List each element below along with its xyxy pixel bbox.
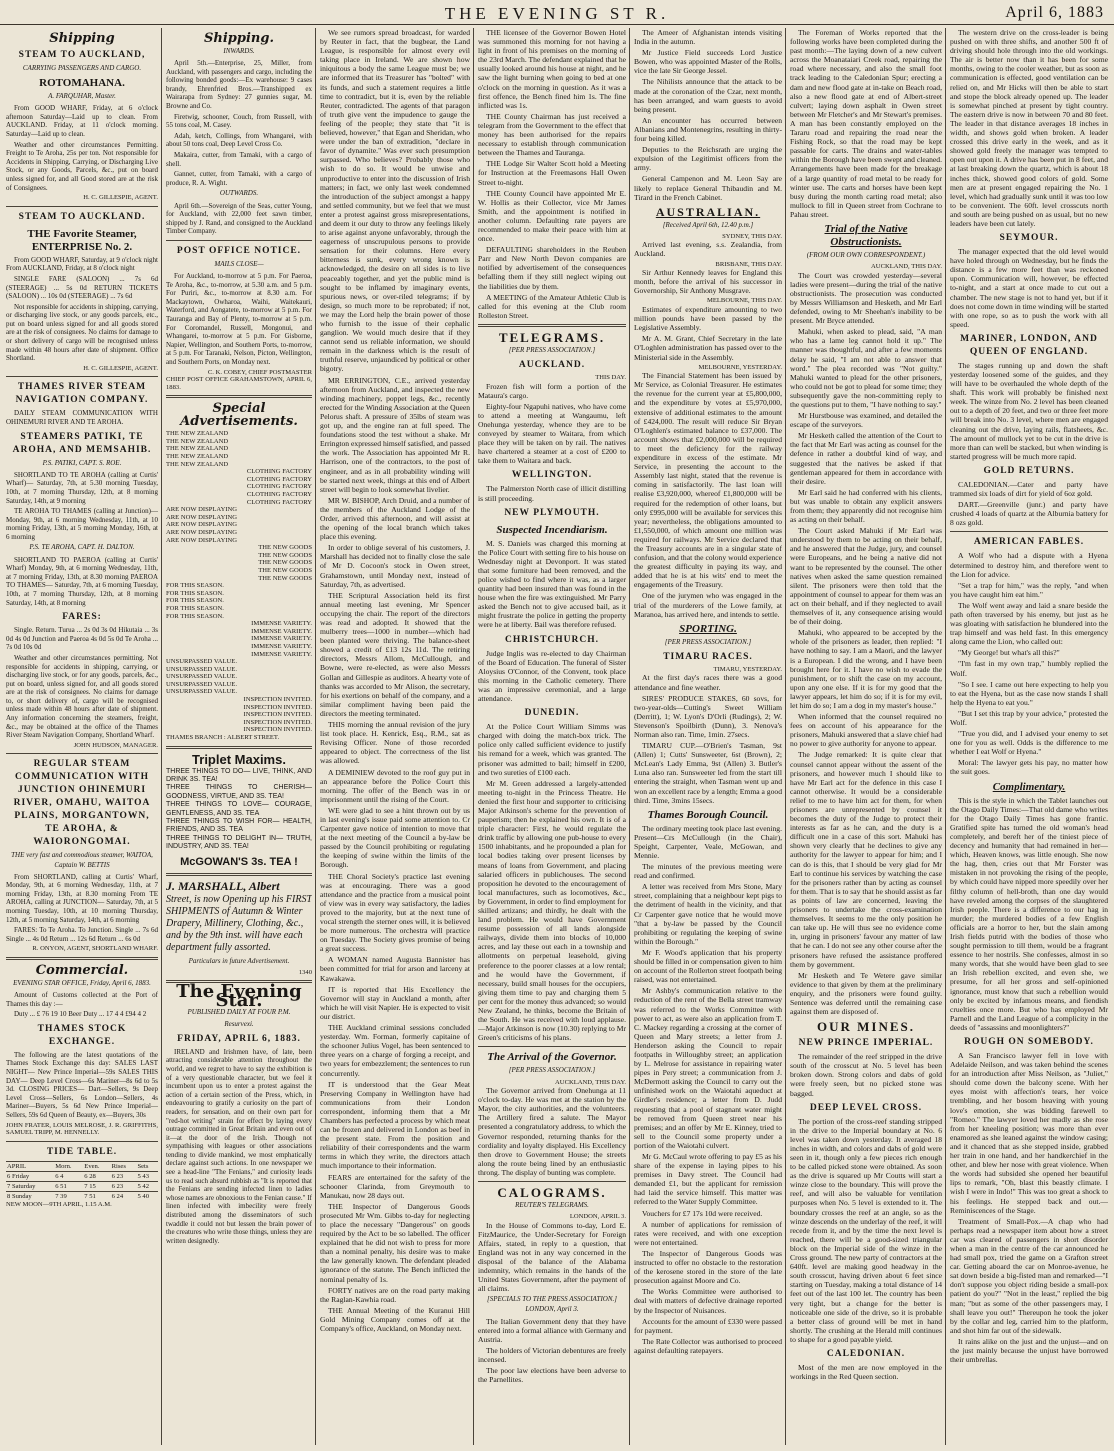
maxim: THREE THINGS TO CHERISH— GOODNESS, VIRTUE, AND 3S. TEA!	[166, 784, 312, 800]
fable-text: "Set a trap for him," was the reply, "and when you have caught him eat him."	[950, 580, 1108, 599]
brokers-list: JOHN FRATER, LOUIS MELROSE, J. R. GRIFFITHS, SAMUEL TRIPP, M. HENNELLY.	[6, 1121, 158, 1137]
mine-heading: SEYMOUR.	[999, 233, 1059, 244]
trial-text: The Judge remarked: It is quite clear that counsel cannot appear without the assent of the prisoners, and however much I should like to have Mr Earl act for the defence in this case I cannot otherwise. It would be a considerable relief to me to have him act for them, for when prisoners are unrepresented by counsel it becomes the duty of the Judge to protect their interests as far as he can, and the duty is a difficult one in a case of this sort. Mahuki has shown very clearly that he declines to give any authority for the lawyer to appear for him; and I can do is this, that I should be very glad for Mr Earl to continue his services by watching the case for the prisoners rather than by acting as counsel for them. That is to say that he should assist as far as points of law are concerned, leaving the prisoners to undertake the cross-examination themselves. It seems to me the only position he can take up. He will thus see no evidence come in, urging in prisoners' favour any matter of law that he can. I do not see any other course after the prisoners have refused the assistance proffered them by government.	[790, 750, 942, 969]
mail-schedule: For Auckland, to-morrow at 5 p.m. For Paeroa, Te Aroha, &c., to-morrow, at 5.30 a.m. and 5 p.m. For Puriri, &c., to-morrow at 8.30 a.m. For Mackaytown, Owharoa, Waihi, Waitekauri, Waterford, and Aongatete, to-morrow at 5 p.m. For Tauranga and Bay of Plenty, to-morrow at 5 p.m. For Coromandel, Russell, Mongonui, and Whangarei, to-morrow at 5 p.m. For Gisborne, Napier, Wellington, and Southern Ports, to-morrow, at 5 p.m. For Taranaki, Nelson, Picton, Wellington, and Southern Ports, on Monday next.	[166, 271, 312, 366]
article-heading: ROUGH ON SOMEBODY.	[964, 1037, 1094, 1047]
council-text: Mr Ashby's communication relative to the reduction of the rent of the Bella street tramway was referred to the Works Committee with power to act, as were also an application from T. C. Mackey regarding a crossing at the corner of Queen and Mary streets; a letter from J. Henderson asking the Council to repair footpaths in Willoughby street; an application by L. Melrose for assistance in repairing water pipes in Pery street; a communication from J. McDermott asking the Council to carry out the unfinished work on the Waiotahi aqueduct at Girdler's residence; a letter from D. Judd requesting that a pool of stagnant water might be removed from Queen street near his premises; and an offer by Mr E. Kinney, tried to sell to the Council some property under a portion of the Waiotahi culvert.	[634, 986, 782, 1150]
manager-signature: JOHN HUDSON, MANAGER.	[73, 741, 158, 749]
mine-heading: NEW PRINCE IMPERIAL.	[798, 1038, 934, 1049]
masthead	[0, 0, 1114, 25]
table-header: Morn.	[54, 1161, 83, 1171]
schedule-text: From SHORTLAND, calling at Curtis' Wharf, Monday, 9th, at 6 morning Wednesday, 11th, at 7 morning Friday, 13th, at 8.30 morning From TE AROHA, calling at JUNCTION— Saturday, 7th, at 5 morning Tuesday, 10th, at 10 morning Thursday, 12th, at 5 morning Saturday, 14th, at 6 morning	[6, 872, 158, 924]
dateline: BRISBANE, THIS DAY.	[715, 260, 782, 268]
notice-text: Not responsible for accidents in shipping, carrying, or discharging live stock, or any goods parcels, etc., put on board unless signed for and all goods stored are at the risk of consignees. No claims for damage to or short delivery of cargo will be recognised unless made within 48 hours after date of shipment. Office Shortland.	[6, 302, 158, 363]
place-heading: CHRISTCHURCH.	[504, 634, 600, 645]
article-heading: Thames Borough Council.	[647, 808, 769, 821]
paper-nameplate: The Evening Star.	[176, 981, 302, 1012]
subheading: OUTWARDS.	[219, 189, 259, 198]
news-item: A MEETING of the Amateur Athletic Club is called for this evening at the Club room Rolleston Street.	[478, 292, 626, 320]
council-text: The Works Committee were authorised to deal with matters of defective drainage reported by the Inspector of Nuisances.	[634, 1287, 782, 1315]
article-heading: Suspected Incendiarism.	[496, 523, 608, 536]
dateline: AUCKLAND, THIS DAY.	[871, 263, 942, 271]
fable-text: "I'm fast in my own trap," humbly replied the Wolf.	[950, 659, 1108, 678]
shipping-entry: April 6th.—Sovereign of the Seas, cutter Young, for Auckland, with 22,000 feet sawn timber, shipped by J. Rand, and consigned to the Auckland Timber Company.	[166, 201, 312, 236]
tea-ad: McGOWAN'S 3s. TEA !	[180, 855, 298, 868]
ad-line: UNSURPASSED VALUE.	[166, 680, 237, 688]
telegram-text: The Governor arrived from Onehunga at 11 o'clock to-day. He was met at the station by the Mayor, the city authorities, and the volunteers. The Artillery fired a salute. The Mayor presented a congratulatory address, to which the Governor responded, returning thanks for the cordiality and loyalty displayed. His Excellency then drove to Government House; the streets along the route being lined by an enthusiastic throng. The display of bunting was complete.	[478, 1086, 626, 1177]
dateline: SYDNEY, THIS DAY.	[722, 232, 782, 240]
news-item: A WOMAN named Augusta Bannister has been committed for trial for arson and larceny at Kawakawa.	[320, 955, 470, 983]
column-1	[6, 28, 158, 1445]
fable-text: "True you did, and I advised your enemy to set one for you as well. Odds is the difference to me whether I eat Wolf or Hyena."	[950, 729, 1108, 757]
ad-line: FOR THIS SEASON.	[166, 597, 224, 605]
article-heading: Trial of the Native Obstructionists.	[824, 222, 908, 248]
news-item: THE County Council have appointed Mr E. W. Hollis as their Collector, vice Mr James Smith, and the appointment is notified in another column. Defaulting rate payers are recommended to make their peace with him at once.	[478, 188, 626, 244]
ad-line: ARE NOW DISPLAYING	[166, 506, 238, 514]
notice-text: Weather and other circumstances Permitting. Freight to Te Aroha, 25s per ton. Not responsible for Accidents in Shipping, Carrying, or Discharging Live Stock, or any Goods, Parcels, &c., put on board unless signed for, and all Good stored are at the risk of Consignees.	[6, 140, 158, 192]
council-text: Accounts for the amount of £330 were passed for payment.	[634, 1316, 782, 1335]
ad-footnote: Particulars in future Advertisement.	[188, 956, 290, 965]
correspondent-credit: (FROM OUR OWN CORRESPONDENT.)	[806, 250, 926, 259]
ad-heading: STEAM TO AUCKLAND.	[18, 211, 146, 222]
ad-line: THE NEW ZEALAND	[166, 430, 229, 438]
news-item: THE licensee of the Governor Bowen Hotel was summoned this morning for not having a light in front of his premises on the morning of the 23rd March. The defendant explained that he usually looked around his house at night, and he saw the light burning when going to bed at one o'clock on the morning in question. As it was a first offence, the Bench fined him 1s. The fine inflicted was 1s.	[478, 28, 626, 110]
ad-line: UNSURPASSED VALUE.	[166, 658, 237, 666]
moon-phase: NEW MOON—9TH APRIL, 1.15 A.M.	[6, 1201, 112, 1209]
table-cell: 6 23	[111, 1181, 137, 1191]
column-3	[320, 28, 470, 1445]
newspaper-title: THE EVENING ST R.	[444, 4, 670, 23]
dateline: THIS DAY.	[595, 374, 626, 381]
ad-line: CLOTHING FACTORY	[246, 468, 312, 476]
cable-text: The holders of Victorian debentures are freely incensed.	[478, 1345, 626, 1365]
schedule-text: SHORTLAND TO PAEROA (calling at Curtis' Wharf) Monday, 9th, at 6 morning Wednesday, 11th, at 7 morning Friday, 13th, at 8.30 morning PAEROA TO THAMES— Saturday, 7th, at 6 morning Tuesday, 10th, at 7 morning Thursday, 12th, at 8 morning Saturday, 14th, at 8 morning	[6, 555, 158, 607]
trial-text: The Court was crowded yesterday—several ladies were present—during the trial of the native obstructionists. The prosecution was conducted by Messrs Williamson and Hesketh, and Mr Earl defended, owing to Mr Sheehan's inability to be present. Mr Bryce attended.	[790, 270, 942, 326]
telegram-text: Judge Inglis was re-elected to day Chairman of the Board of Education. The funeral of Sister Aloysius O'Connor, of the Convent, took place this morning in the Catholic cemetery. There was an impressive ceremonial, and a large attendance.	[478, 648, 626, 704]
maxim: THREE THINGS TO LOVE— COURAGE, GENTLENESS, AND 3S. TEA	[166, 801, 312, 817]
news-item: FORTY natives are on the road party making the Raglan-Kawhia road.	[320, 1285, 470, 1304]
telegram-text: M. S. Daniels was charged this morning at the Police Court with setting fire to his house on Wednesday night at Devonport. It was stated that some furniture had been removed, and the police wished to find where it was, as a larger quantity had been insured than was found in the house when the fire was extinguished. Mr Parry asked the Bench not to give accused bail, as it might frustrate the police in getting the property were he at liberty. Bail was therefore refused.	[478, 538, 626, 630]
ad-line: UNSURPASSED VALUE.	[166, 673, 237, 681]
event-heading: TIMARU RACES.	[663, 651, 753, 662]
telegram-text: Frozen fish will form a portion of the Mataura's cargo.	[478, 381, 626, 400]
mine-report: The manager expected that the old level would have holed through on Wednesday, but he finds the distance is a few more feet than was reckoned upon. Communication will, however, be effected to-night, and a start at once made to cut out a chamber. The new stage is not to hand yet, but if it does not come down in time winding will be started with one rope, so as to push the work with all speed.	[950, 247, 1108, 329]
ad-line: THE NEW GOODS	[258, 574, 312, 582]
ad-line: THE NEW GOODS	[258, 544, 312, 552]
news-item: MR W. BISHOP, Arch Druid, and a number of the members of the Auckland Lodge of the Order, arrived this afternoon, and will assist at the opening of the local branch which takes place this evening.	[320, 495, 470, 542]
ad-line: FOR THIS SEASON.	[166, 582, 224, 590]
ad-line: THE NEW GOODS	[258, 559, 312, 567]
fare-text: Single. Return. Turua ... 2s 0d 3s 0d Hikutaia ... 3s 0d 4s 0d Junction and Paeroa 4s 0d 5s 0d Te Aroha ... 7s 0d 10s 0d	[6, 626, 158, 652]
notice-text: Weather and other circumstances permitting. Not responsible for accidents in shipping, carrying, or discharging live stock, or for any goods, parcels, &c., put on board, unless signed for, and all goods stored are at the risk of consignees. No claims for damage to, or short delivery of, cargo will be recognised unless made within 48 hours after date of shipment. Any information concerning the steamers, freight, &c., may be obtained at the office of the Thames River Steam Navigation Company, Shortland Wharf.	[6, 653, 158, 740]
table-cell: 7 51	[83, 1192, 110, 1202]
table-cell: 6 4	[54, 1171, 83, 1181]
place-heading: DUNEDIN.	[524, 708, 580, 719]
news-item: MR ERRINGTON, C.E., arrived yesterday afternoon from Auckland, and inspected the new winding machinery, poppet legs, &c., recently erected for the Winding Association at the Queen Pelorus shaft. A pressure of 35lbs of steam was got up, and the engine ran at full speed. The foundations stood the test without a shake. Mr Errington expressed himself satisfied, and passed the work. The Association has appointed Mr R. Harrison, one of the contractors, to the post of engineer, and as in all probability winding will be started next week, things at this end of Albert street will begin to look somewhat livelier.	[320, 375, 470, 494]
maxim: THREE THINGS TO WISH FOR— HEALTH, FRIENDS, AND 3S. TEA	[166, 818, 312, 834]
issue-date: April 6, 1883	[1005, 4, 1104, 21]
fable-text: A Wolf who had a dispute with a Hyena determined to destroy him, and therefore went to the Lion for advice.	[950, 551, 1108, 579]
ad-line: FOR THIS SEASON.	[166, 604, 224, 612]
wire-credit: [PER PRESS ASSOCIATION.]	[508, 345, 596, 354]
table-cell: 6 24	[111, 1192, 137, 1202]
fable-text: "But I set this trap by your advice," protested the Wolf.	[950, 708, 1108, 727]
column-4	[478, 28, 626, 1445]
table-row	[6, 1181, 158, 1191]
article-text: We see rumors spread broadcast, for warded by Reuter in fact, that the bugbear, the Land League, is responsible for almost every evil taking place in Ireland. We are shown how iniquitous a body the same League must be; we are informed that its Treasurer has "bolted" with its funds, and such a statement requires a little time to contradict, but it is, even by the reliable Reuter, contradicted. The agents of that paragon of truth give vent the impudence to gauge the feeling of the people; they state that "it is believed, however," that Egan and Sheridan, who were under the ban of extradition, "declare in favor of dynamite." Was ever such presumption surpassed. Who believes? Probably those who wish to do so. It would be unwise and unproductive to enter into the discussion of Irish matters; in fact, we only last week condemned the introduction of the subject amongst a happy and settled community, but we feel that we must enter a protest against gross misrepresentations, and deem it our duty to throw any feelings likely to arise against anyone unfavorably, through the eagerness of unscrupulous persons to provide sensation for their columns. Here every bitterness is sunk, every wrong known is acknowledged, the desire on all sides is to live peaceably together, and yet the public mind is sought to be inflamed by imaginary events, spurious news, or over-riled telegrams; if by design, so much more to be reprobated; if not, we may the Lord help the brain power of those who furnish to the issue of their cephalic ganglion. We would much desire that if they cannot send us reliable information, we should remain in the darkness which is the result of truthful reserve, unjaundiced by political or other bigotry.	[320, 28, 470, 374]
ad-line: CLOTHING FACTORY	[246, 475, 312, 483]
ad-line: CLOTHING FACTORY	[246, 498, 312, 506]
wire-credit: [SPECIALS TO THE PRESS ASSOCIATION.] LONDON, April 3.	[487, 1295, 617, 1313]
stock-text: The following are the latest quotations of the Thames Stock Exchange this day: SALES LAST NIGHT— New Prince Imperial—59s SALES THIS DAY— Deep Level Cross—6s Mariner—8s 6d to 5s 3d. CLOSING PRICES— Dart—Sellers, 9s Deep Level Cross—Sellers, 6s London—Sellers, 4s Mariner—Buyers, 5s 6d New Prince Imperial—Sellers, 59s 6d Queen of Beauty, ex—Buyers, 30s	[6, 1050, 158, 1119]
mine-heading: MARINER, LONDON, AND QUEEN OF ENGLAND.	[960, 333, 1098, 357]
ad-line: INSPECTION INVITED.	[243, 696, 312, 704]
table-cell: 8 Sunday	[6, 1192, 54, 1202]
sport-text: TIMARU CUP.—O'Brien's Tasman, 9st (Allen) 1; Cutts' Sunsweeter, 6st (Brown), 2; McLean's Lady Emma, 9st (Allen) 3. Butler's Luna also ran. Sunsweeter led from the start till entering the straight, when Tasman went up and won an excellent race by a length; Emma a good third. Time, 3mins 15secs.	[634, 741, 782, 805]
post-office-dateline: CHIEF POST OFFICE GRAHAMSTOWN, APRIL 6, 1883.	[166, 376, 312, 391]
article-heading: AMERICAN FABLES.	[973, 537, 1085, 548]
column-rule	[945, 28, 946, 1445]
news-item: FEARS are entertained for the safety of the schooner Clarinda, from Greymouth to Manukau, now 28 days out.	[320, 1172, 470, 1200]
article-text: Treatment of Small-Pox.—A chap who had perhaps read a newspaper item about how a street car was cleared of passengers in short disorder when a man in the centre of the car announced he had small pox, tried the game on a Grafton street car. Getting aboard the car on Monroe-avenue, he sat down beside a big-fisted man and remarked—"I don't suppose you object riding beside a small-pox patient do you?" "Not in the least," replied the big man; "but as some of the other passengers may, I shall leave you out!" Thereupon he took the joker by the collar and leg, carried him to the platform, and shot him far out of the sidewalk.	[950, 1216, 1108, 1335]
schedule-text: SHORTLAND TO TE AROHA (calling at Curtis' Wharf)— Saturday, 7th, at 5.30 morning Tuesday, 10th, at 7 morning Thursday, 12th, at 8 morning Saturday, 14th, at 9 morning	[6, 470, 158, 505]
news-item: THE Choral Society's practice last evening was at encouraging. There was a good attendance and the practice from a musical point of view was in every way satisfactory, the ladies proved to the majority, but at the next tune of vocal strength the sterner ones will, it is believed be more numerous. The orchestra will practice on Tuesday. The Society gives promise of being a great success.	[320, 871, 470, 954]
article-text: This is the style in which the Tablet launches out the Otago Daily Times:—That old dame who writes for the Otago Daily Times has gone frantic. Gratified spite has turned the old woman's head completely, and bereft her of the tiniest piece of decency and humanity that had remained in her—which, Heaven knows, was little enough. She now the hag, then, cries out that Mr Forster was mistaken in not provoking the rising of the people, by which could have nipped more speedily over her filthy column of hell-broth, than one day would have reveled among the corpses of the slaughtered Irish people. There is a difference to our hag in murder; the murdered bodies of a few English officials are a horror to her, but the slain among Irish fields putrid with the bodies of those who sought permission to till them, would be a fragrant essence to her nostrils. She confesses, almost in so many words, that she would have been glad to see an Irish rebellion excited, and even she, we presume, for all her gross and self-opinioned ignorance, must know that such a rebellion would only be excited by infamous means, and fiendish cruelties once more. But who has employed Mr Parnell and the Land League of a complicity in the deeds of "assassins and moonlighters?"	[950, 795, 1108, 1032]
ad-line: INSPECTION INVITED.	[243, 718, 312, 726]
trial-text: Mahuki, when asked to plead, said, "A man who has a lame leg cannot hold it up." The manner was thoughtful, and after a few moments delay he said, "I am not able to answer that word." The plea recorded was "Not guilty." Mahuki wanted to plead for the other prisoners, who could not be got to plead for some time; they subsequently gave the non-committing reply to the questions put to them, "I have nothing to say."	[790, 327, 942, 409]
cable-text: In the House of Commons to-day, Lord E. FitzMaurice, the Under-Secretary for Foreign Affairs, stated, in reply to a question, that England was not in any way concerned in the disposal of the balance of the Alabama indemnity, which remains in the hands of the United States Government, after the payment of all claims.	[478, 1220, 626, 1294]
mine-report: The portion of the cross-reef standing stripped in the drive to the Imperial boundary at No. 6 level was taken down yesterday. It averaged 18 inches in width, and colors and dabs of gold were seen in it, though only a few pieces rich enough to be called picked stone were obtained. As soon as the drive is squared up Mr Coutts will start a winze close to the boundary. This will prove the reef, and will also be valuable for ventilation purposes when No. 5 level is extended to it. The boundary crosses the reef at an angle, so as the winze descends on the underlay of the reef, it will recede from it, and by the time the next level is reached, there will be a good-sized triangular block on the Imperial side of the winze in the Cross ground. The new party of contractors at the 640ft. level are making good headway in the south crosscut, having driven about 6 feet since starting on Tuesday, making a total distance of 14 feet out of the last 100 let. The country has been very tight, but a change for the better is noticeable one side of the drive, so it is probable a better class of ground will be met in hand shortly. The crushing at the Herald mill continues to shape for a good payable yield.	[790, 1116, 942, 1344]
cable-text: Deputies to the Reichsrath are urging the expulsion of the Legitimist officers from the army.	[634, 145, 782, 173]
schedule-text: From GOOD WHARF, Saturday, at 9 o'clock night From AUCKLAND, Friday, at 8 o'clock night	[6, 255, 158, 273]
fable-text: The Wolf went away and laid a snare beside the path often traversed by his enemy, but just as he was gloating with satisfaction he blundered into the trap himself and was held fast. In this emergency along came the Lion, who called out:	[950, 600, 1108, 647]
ad-line: ARE NOW DISPLAYING	[166, 536, 238, 544]
telegram-text: At the Police Court William Simms was charged with doing the match-box trick. The police only called sufficient evidence to justify his remand for a week, which was granted. The prisoner was admitted to bail; himself in £200, and two sureties of £100 each.	[478, 722, 626, 777]
ad-heading: THAMES RIVER STEAM NAVIGATION COMPANY.	[15, 382, 149, 406]
ad-headline	[166, 880, 312, 894]
dateline: TIMARU, YESTERDAY.	[713, 665, 782, 673]
ad-line: THE NEW ZEALAND	[166, 445, 229, 453]
telegram-text: The Palmerston North case of illicit distilling is still proceeding.	[478, 484, 626, 503]
news-item: THIS morning the annual revision of the jury list took place. H. Kenrick, Esq., R.M., sat as Revising Officer. None of those recorded appeared to object. The correctness of the list was allowed.	[320, 720, 470, 766]
news-item: THE Lodge Sir Walter Scott hold a Meeting for Instruction at the Freemasons Hall Owen Street to-night.	[478, 159, 626, 187]
ad-line: FOR THIS SEASON.	[166, 589, 224, 597]
table-cell: 6 28	[83, 1171, 110, 1181]
trial-text: Mr Hesketh and Te Wetere gave similar evidence to that given by them at the preliminary enquiry, and the prisoners were found guilty. Sentence was deferred until the remaining case against them are disposed of.	[790, 970, 942, 1017]
maxim: THREE THINGS TO DELIGHT IN— TRUTH, INDUSTRY, AND 3S. TEA!	[166, 834, 312, 851]
table-cell: 6 Friday	[6, 1171, 54, 1181]
ad-heading: STEAM TO AUCKLAND,	[18, 50, 146, 60]
news-item: IT is understood that the Gear Meat Preserving Company in Wellington have had communications from their London correspondent, informing them that a Mr Chambers has perfected a process by which meat can be frozen and delivered in London as beef in the present state. From the position and reliability of their correspondents and the warm terms in which they write, the directors attach much importance to their information.	[320, 1079, 470, 1171]
table-cell: 5 43	[136, 1171, 158, 1181]
ad-line: INSPECTION INVITED.	[243, 711, 312, 719]
mine-report: The western drive on the cross-leader is being pushed on with three shifts, and another 500 ft of driving should hole through into the old workings. The air is better now than it has been for some months, owing to the cooler weather, but as soon as communication is effected, good ventilation can be relied on, and Mr Hicks will then be able to start and stope the block already opened up. The leader is somewhat pinched at present by tight country. The eastern drive is now in between 70 and 80 feet. The leader in that distance averages 18 inches in width, and shows gold when broken. A leader crossed this drive early in the week, and as it showed gold freely the manager was tempted to open out upon it. A drive has been put in 8 feet, and at last breaking down the quartz, which is about 18 inches thick, showed good colors of gold. Some men are at present engaged repairing the No. 1 level, which had gradually sunk until it was too low to be convenient. The 60ft. level crosscuts north and south are being pushed on as usual, but no new leaders have been cut lately.	[950, 28, 1108, 228]
telegram-text: One of the jurymen who was engaged in the trial of the murderers of the Lowe family, at Maranoa, has arrived here, and intends to settle.	[634, 591, 782, 619]
section-heading: Shipping	[49, 31, 115, 46]
customs-text: Amount of Customs collected at the Port of Thames this day :—	[6, 991, 158, 1008]
ad-line: INSPECTION INVITED.	[243, 703, 312, 711]
article-heading: The Arrival of the Governor.	[487, 1051, 617, 1064]
fable-moral: Moral: The lawyer gets his pay, no matter how the suit goes.	[950, 758, 1108, 777]
telegram-text: Eighty-four Ngapuhi natives, who have come to attend a meeting at Wangaumu, left Onehunga yesterday, whence they are to be conveyed by steamer to Waitara, from which place they will be taken on by rail. The natives have chartered a steamer at a cost of £200 to take them to Waitara and back.	[478, 401, 626, 466]
motto: Resurvexi.	[224, 1019, 254, 1028]
steamer-name: ROTOMAHANA.	[39, 77, 125, 90]
article-text: It rains alike on the just and the unjust—and on the just mainly because the unjust have borrowed their umbrellas.	[950, 1336, 1108, 1365]
table-row	[6, 1171, 158, 1181]
ad-line: THE NEW ZEALAND	[166, 460, 229, 468]
table-cell: 7 Saturday	[6, 1181, 54, 1191]
telegram-text: Mr A. M. Grant, Chief Secretary in the late O'Loghlen administration has passed over to the Ministerial side in the Assembly.	[634, 334, 782, 362]
news-item: THE County Chairman has just received a telegram from the Government to the effect that money has been authorised for the repairs necessary to establish through communication between the Thames and Tauranga.	[478, 111, 626, 158]
ad-line: IMMENSE VARIETY.	[251, 620, 312, 628]
section-heading: Special Advertisements.	[180, 401, 298, 430]
ad-line: FOR THIS SEASON.	[166, 612, 224, 620]
ad-name: J. MARSHALL, Albert	[166, 878, 280, 893]
column-2	[166, 28, 312, 1445]
telegram-text: Estimates of expenditure amounting to two million pounds have been passed by the Legislative Assembly.	[634, 305, 782, 333]
cable-text: Mr Justice Field succeeds Lord Justice Bowen, who was appointed Master of the Rolls, vice the late Sir George Jessel.	[634, 48, 782, 76]
ad-line: IMMENSE VARIETY.	[251, 635, 312, 643]
cable-text: General Campenon and M. Leon Say are likely to replace General Thibaudin and M. Tirard in the French Cabinet.	[634, 174, 782, 202]
news-item: THE Scriptural Association held its first annual meeting last evening, Mr Spencer occupying the chair. The report of the directors was read and adopted. It showed that the mulberry trees—1000 in number—which had been planted were thriving. The balance-sheet showed a credit of £13 12s 11d. The retiring directors, Messrs Allom, McCullough, and Bowne, were re-elected, as were also Messrs Gollan and Gillespie as auditors. A hearty vote of thanks was accorded to Mr Alison, the secretary, for his exertions on behalf of the company, and a similar compliment having been paid the directors the meeting terminated.	[320, 590, 470, 718]
cable-text: The poor law elections have been adverse to the Parnellites.	[478, 1366, 626, 1385]
returns-text: CALEDONIAN.—Cater and party have trammed six loads of dirt for yield of 6oz gold.	[950, 479, 1108, 499]
news-item: In order to oblige several of his customers, J. Marshall has decided not to finally close the sale of Mr D. Cocoon's stock in Owen street, Grahamstown, until Monday next, instead of Saturday, 7th, as advertised.	[320, 543, 470, 589]
ad-line: IMMENSE VARIETY.	[251, 642, 312, 650]
article-heading: Complimentary.	[992, 780, 1066, 793]
ad-line: UNSURPASSED VALUE.	[166, 688, 237, 696]
trial-text: Mr Earl said he had conferred with his clients, but was unable to obtain any explicit answers from them; they apparently did not recognise him as acting on their behalf.	[790, 487, 942, 525]
column-rule	[785, 28, 786, 1445]
ad-line: ARE NOW DISPLAYING	[166, 529, 238, 536]
wire-credit: REUTER'S TELEGRAMS.	[515, 1201, 589, 1210]
telegram-text: The Financial Statement has been issued by Mr Service, as Colonial Treasurer. He estimates the revenue for the current year at £5,800,000, and the expenditure by votes at £5,970,000, extensive of additional estimates to the amount of £424,000. The result will reduce Sir Bryan O'Loghlen's estimated balance to £37,000. The account shows that £2,000,000 will be required to meet the deficiency for the railway expenditure in excess of the estimate. Mr Service, in presenting the account to the Assembly last night, stated that the revenue is coming in satisfactorily. The last loan will realise £3,920,000, whereof £1,800,000 will be required for the redemption of other loans, but only £995,000 will be available for services this year; nevertheless, the obligations amounted to £1,550,000, of which amount one million was required for railways. Mr Service declared that the Treasury accounts are in a singular state of confusion, and that the colony would experience the greatest difficulty in paying its way, and added that he is at his wits' end to meet the engagements of the Treasury.	[634, 371, 782, 590]
council-text: The Rate Collector was authorised to proceed against defaulting ratepayers.	[634, 1336, 782, 1355]
returns-heading: GOLD RETURNS.	[983, 465, 1075, 476]
place-heading: AUCKLAND.	[518, 360, 586, 370]
trial-text: The Court asked Mahuki if Mr Earl was understood by them to be acting on their behalf, and he answered that the Judge, jury, and counsel were Europeans, and he being a native did not want to be represented by the counsel. The other natives when asked the same question remained silent. The prisoners were then told that the appointment of counsel to appear for them was an act on their behalf, and if they neglected to avail themselves of it, any consequence arising would be of their doing.	[790, 526, 942, 627]
council-text: The ordinary meeting took place last evening. Present—Crs McCullough (in the Chair), Speight, Carpenter, Veale, McGowan, and Mennie.	[634, 823, 782, 860]
news-item: THE Inspector of Dangerous Goods prosecuted Mr Wm. Gibbs to-day for neglecting to place the necessary "Dangerous" on goods required by the Act to be so labelled. The officer explained that he did not wish to press for more than a nominal penalty, his desire was to make the law generally known. The defendant pleaded ignorance of the statute. The Bench inflicted the nominal penalty of 1s.	[320, 1201, 470, 1284]
fable-text: "So I see. I came out here expecting to help you to eat the Hyena, but as the case now stands I shall help the Hyena to eat you."	[950, 679, 1108, 707]
news-item: IT is reported that His Excellency the Governor will stay in Auckland a month, after which he will visit Napier. He is expected to visit our district.	[320, 984, 470, 1021]
ad-heading: STEAMERS PATIKI, TE AROHA, AND MEMSAHIB.	[12, 431, 152, 455]
cable-text: The Italian Government deny that they have entered into a formal alliance with Germany and Austria.	[478, 1316, 626, 1344]
section-heading: TELEGRAMS.	[498, 329, 606, 345]
table-cell: 7 39	[54, 1192, 83, 1202]
section-heading: CALOGRAMS.	[497, 1185, 607, 1201]
council-text: Mr F. Wood's application that his property should be filled in or compensation given to him on account of the Rollerton street footpath being raised, was not entertained.	[634, 947, 782, 985]
council-text: Vouchers for £7 17s 10d were received.	[642, 1208, 763, 1218]
publication-note: PUBLISHED DAILY AT FOUR P.M.	[187, 1007, 291, 1016]
table-header-row	[6, 1161, 158, 1171]
ad-line: THE NEW ZEALAND	[166, 437, 229, 445]
telegram-text: Sir Arthur Kennedy leaves for England this month, before the arrival of his successor in Governorship, Sir Anthony Musgrave.	[634, 268, 782, 296]
editorial-text: IRELAND and Irishmen have, of late, been attracting considerable attention throughout the world, and we regret to have to say the exhibition is of a very questionable character, but we feel it incumbent upon us to enter a protest against the action of a certain section of the Press, which, in endeavouring to gratify a curiosity on the part of readers, for sensation, and on their own part for "red-hot writing" strain for effect by laying every outrage committed in Great Britain and even out of it—at the door of the Irish. Though not sympathising with leagues or other associations tending to divide mankind, we most emphatically declare against such actions. In one newspaper we see a head-line "The Fenians," and curiosity leads us to read such absurd rubbish as "It is reported that the Fenians are sending infected linen to ladies whose names are obnoxious to the Fenian cause." If linen infected with imbecility were freely distributed among the disseminators of such twaddle it could not but lessen the brain power of the creatures who write those things, unless they are written designedly.	[166, 1047, 312, 1245]
shipping-entry: Gannet, cutter, from Tamaki, with a cargo of produce, R. A. Wight.	[166, 170, 312, 187]
ad-body: Street, is now Opening up his FIRST SHIPMENTS of Autumn & Winter Drapery, Millinery, Clothing, &c., and by the 9th inst. will have each department fully assorted.	[166, 893, 312, 953]
table-header: Even.	[83, 1161, 110, 1171]
schedule-text: From GOOD WHARF, Friday, at 6 o'clock afternoon Saturday—Laid up to clean. From AUCKLAND. Friday, at 11 o'clock morning. Saturday—Laid up to clean.	[6, 104, 158, 138]
branch-address: THAMES BRANCH : ALBERT STREET.	[166, 734, 280, 742]
council-text: A letter was received from Mrs Stone, Mary street, complaining that a neighbour kept pigs to the detriment of health in the vicinity, and that Cr Carpenter gave notice that he would move "that a by-law be passed by the Council prohibiting or regulating the keeping of swine within the Borough."	[634, 882, 782, 946]
ad-line: THE NEW GOODS	[258, 551, 312, 559]
news-item: WE were glad to see a hint thrown out by us in last evening's issue paid some attention to. Cr Carpenter gave notice of intention to move that at the next meeting of the Council a by-law be passed by the Council prohibiting or regulating the keeping of swine within the limits of the Borough.	[320, 805, 470, 870]
returns-text: DART.—Greenville (junr.) and party have crushed 4 loads of quartz at the Alburnia battery for 8 ozs gold.	[950, 500, 1108, 528]
table-row	[6, 1192, 158, 1202]
column-rule	[161, 28, 162, 1445]
section-heading: AUSTRALIAN.	[655, 204, 761, 219]
section-heading: SPORTING.	[679, 622, 737, 635]
mine-report: Most of the men are now employed in the workings in the Red Queen section.	[790, 1362, 942, 1382]
column-5	[634, 28, 782, 1445]
ad-subheading: CARRYING PASSENGERS AND CARGO.	[22, 64, 142, 72]
column-rule	[473, 28, 474, 1445]
place-heading: NEW PLYMOUTH.	[504, 507, 600, 518]
table-header: APRIL	[6, 1161, 54, 1171]
council-text: The Foreman of Works reported that the following works have been completed during the past month:—The laying down of a new culvert across the Moanataiari Creek road, repairing the road where necessary, and also the small foot track leading to the Caledonian Spur; erecting a dam and new flood gate at in-take on Beach road, also a new flood gate at end of Albert-street culvert; laying down asphalt in Owen street between Mr Fletcher's and Mr Stewart's premises. A man has been constantly employed on the Tararu road and repairing the road near the Fishing Rock, so that the road may be kept passable for carts. The drains and water-tables within the Borough have been swept and cleaned. Arrangements have been made for the breakage of a large quantity of road metal to be ready for winter use. The carts and horses have been kept busy during the month carting road metal; also mullock to fill in Queen street from Cochrane to Pahau street.	[790, 28, 942, 219]
shipping-entry: Firetwig, schooner, Couch, from Russell, with 55 tons coal, M. Casey.	[166, 112, 312, 130]
ad-line: UNSURPASSED VALUE.	[166, 665, 237, 673]
steamer-name: P.S. PATIKI, CAPT. S. ROE.	[42, 458, 122, 467]
dateline: LONDON, APRIL 3.	[569, 1213, 626, 1221]
agent-signature: R. ONYON, AGENT, SHORTLAND WHARF.	[32, 945, 158, 953]
mine-report: The remainder of the reef stripped in the drive south of the crosscut at No. 5 level has been broken down. Strong colors and dabs of gold were freely seen, but no picked stone was bagged.	[790, 1052, 942, 1098]
cable-text: An encounter has occurred between Albanians and Montenegrins, resulting in thirty-four being killed.	[634, 115, 782, 144]
council-text: Mr G. McCaul wrote offering to pay £5 as his share of the expense in laying pipes to his premises in Davy street. The Council had demanded £1, but the applicant for remission had laid the service himself. This matter was referred to the Water Supply Committee.	[634, 1152, 782, 1207]
telegram-text: Arrived last evening, s.s. Zealandia, from Auckland.	[634, 240, 782, 259]
trial-text: When informed that the counsel required no fees on account of his appearance for the prisoners, Mahuki answered that a slave chief had no power to give authority for anyone to appear.	[790, 712, 942, 749]
table-cell: 6 23	[111, 1171, 137, 1181]
tide-heading: TIDE TABLE.	[46, 1146, 118, 1157]
table-cell: 7 15	[83, 1181, 110, 1191]
news-item: DEFAULTING shareholders in the Reuben Parr and New North Devon companies are notified by advertisement of the consequences befalling them if they still neglect wiping out the liabilities due by them.	[478, 245, 626, 291]
section-heading: Commercial.	[35, 962, 129, 978]
shipping-entry: Makaira, cutter, from Tamaki, with a cargo of shell.	[166, 151, 312, 168]
triplet-heading: Triplet Maxims.	[192, 751, 286, 767]
ad-number: 1340	[298, 968, 312, 976]
dateline: AUCKLAND, THIS DAY.	[555, 1078, 626, 1086]
table-header: Rises	[111, 1161, 137, 1171]
office-dateline: EVENING STAR OFFICE, Friday, April 6, 1883.	[13, 978, 151, 987]
ad-line: INSPECTION INVITED.	[243, 726, 312, 734]
fare-text: FARES: To Te Aroha. To Junction. Single ... 7s 6d Single ... 4s 0d Return ... 12s 6d Return ... 6s 0d	[6, 926, 158, 943]
news-item: THE Auckland criminal sessions concluded yesterday. Wm. Forman, formerly capitaine of the schooner Julius Vogel, has been sentenced to three years on a charge of forging a receipt, and two years for embezzlement; the sentences to run concurrently.	[320, 1023, 470, 1078]
wire-credit: [PER PRESS ASSOCIATION.]	[664, 637, 752, 646]
trial-text: Mr Hesketh called the attention of the Court to the fact that Mr Earl was acting as counsel for the defence in rather a doubtful kind of way, and suggested that the natives be asked if that gentleman appeared for them in accordance with their desire.	[790, 431, 942, 486]
column-7	[950, 28, 1108, 1445]
table-header: Sets	[136, 1161, 158, 1171]
agent-signature: H. C. GILLESPIE, AGENT.	[83, 364, 158, 372]
table-cell: 5 40	[136, 1192, 158, 1202]
agent-signature: H. C. GILLESPIE, AGENT.	[83, 194, 158, 202]
tide-table	[6, 1161, 158, 1201]
mine-heading: DEEP LEVEL CROSS.	[809, 1102, 923, 1113]
table-cell: 6 51	[54, 1181, 83, 1191]
shipping-entry: Adah, ketch, Collings, from Whangarei, with about 50 tons coal, Deep Level Cross Co.	[166, 131, 312, 149]
section-heading: Shipping.	[204, 31, 274, 46]
place-heading: WELLINGTON.	[511, 470, 593, 481]
dateline: MELBOURNE, THIS DAY.	[707, 297, 782, 305]
telegram-text: Mr M. Green addressed a largely-attended meeting to-night in the Princess Theatre. He denied the first hour and supporter to criticising Major Atkinson's scheme for the prevention of pauperism; then he explained his own. It is of a triple character: First, he would regulate the drink traffic by allowing one pub-house to every 1500 inhabitants, and he propounded a plan for local bodies taking over present licenses by means of loans from Government, and placing salaried officers in publichouses. The second proposition he devoted to the encouragement of local manufactures, such as locomotives, &c., by Government, in order to find employment for skilled artizans; and thirdly, he dealt with the land problem. He would have Government resume possession of all lands alongside railways, divide them into blocks of 10,000 acres, and lay these out each in a township and allotments on perpetual leasehold, giving preference to the poorer classes at a low rental; and he would have the Government, if necessary, build small houses for the occupiers, giving them time to pay and charging them 5 per cent for the money thus advanced; so would New Zealand, he thinks, become the Britain of the South. He was received with loud applause.—Major Atkinson is now (10.30) replying to Mr Green's criticisms of his plans.	[478, 778, 626, 1043]
council-text: The Inspector of Dangerous Goods was instructed to offer no obstacle to the restoration of the kerosene stored in the store of the late prosecution against Moore and Co.	[634, 1248, 782, 1286]
cable-text: The Nihilists announce that the attack to be made at the coronation of the Czar, next month, has been arranged, and warn guests to avoid being present.	[634, 77, 782, 114]
ad-line: CLOTHING FACTORY	[246, 491, 312, 499]
ad-line: CLOTHING FACTORY	[246, 483, 312, 491]
received-note: [Received April 6th, 12.40 p.m.]	[662, 220, 754, 229]
trial-text: Mr Hurstbouse was examined, and detailed the escape of the surveyors.	[790, 411, 942, 430]
fare-text: SINGLE FARE (SALOON) ... 7s 6d (STEERAGE) ... 5s 0d RETURN TICKETS (SALOON) ... 10s 0d (STEERAGE) ... 7s 6d	[6, 274, 158, 301]
ad-line: IMMENSE VARIETY.	[251, 650, 312, 658]
notice-heading: POST OFFICE NOTICE.	[176, 245, 302, 256]
ad-line: ARE NOW DISPLAYING	[166, 521, 238, 529]
steamer-name: THE very fast and commodious steamer, WAITOA, Captain W. BETTIS	[11, 851, 153, 869]
news-item: A DEMINIEW devoted to the roof guy put in an appearance before the Police Court this morning. The offer of the Bench was in or imprisonment until the rising of the Court.	[320, 767, 470, 804]
column-rule	[629, 28, 630, 1445]
sport-text: At the first day's races there was a good attendance and fine weather.	[634, 673, 782, 692]
trial-text: Mahuki, who appeared to be accepted by the whole of the prisoners as leader, then replied: "I have nothing to say. I am a Maori, and the lawyer is a European. I did the wrong, and I have been brought here for it. I have no wish to evade the punishment, or to shift the case on my account, upon any one else. If it is for my good that the lawyer appears, let him do so; if it is for my evil, let him do so; I am a dog in my master's house."	[790, 628, 942, 710]
ad-line: ARE NOW DISPLAYING	[166, 513, 238, 521]
dateline: MELBOURNE, YESTERDAY.	[698, 363, 782, 371]
mine-heading: CALEDONIAN.	[826, 1348, 906, 1359]
mine-report: The stages running up and down the shaft yesterday loosened some of the guides, and they will have to be overhauled the whole depth of the shaft. This work will probably be finished next week. The winze from No. 2 level has been cleaned out to a depth of 20 feet, and two or three feet more will break into No. 3 level, where men are engaged cleaning out the drive, laying rails, flatsheets, &c. The amount of mullock yet to be cut in the drive is more than can well be stacked, but when winding is started progress will be much more rapid.	[950, 360, 1108, 461]
ad-line: THE NEW GOODS	[258, 566, 312, 574]
subheading: MAILS CLOSE—	[214, 259, 264, 268]
editorial-dateline: FRIDAY, APRIL 6, 1883.	[177, 1033, 301, 1044]
ad-line: IMMENSE VARIETY.	[251, 627, 312, 635]
council-text: A number of applications for remission of rates were received, and with one exception were not entertained.	[634, 1219, 782, 1247]
fable-text: "My George! but what's all this?"	[958, 648, 1060, 658]
ad-text: DAILY STEAM COMMUNICATION WITH OHINEMURI RIVER AND TE AROHA.	[6, 409, 158, 427]
column-6	[790, 28, 942, 1445]
customs-figures: Duty ... £ 76 19 10 Beer Duty ... 17 4 4 £94 4 2	[14, 1010, 147, 1019]
schedule-text: TE AROHA TO THAMES (calling at Junction)— Monday, 9th, at 6 morning Wednesday, 11th, at 10 morning Friday, 13th, at 5 morning Monday, 16th, at 6 morning	[6, 507, 158, 541]
section-heading: OUR MINES.	[816, 1019, 915, 1035]
fares-heading: FARES:	[62, 612, 102, 623]
master-name: A. FARQUHAR, Master.	[48, 92, 116, 101]
cable-text: The Ameer of Afghanistan intends visiting India in the autumn.	[634, 28, 782, 47]
ad-heading: REGULAR STEAM COMMUNICATION WITH JUNCTION OHINEMURI RIVER, OMAHU, WAITOA PLAINS, MORGANTOWN, TE AROHA, & WAIORONGOMAI.	[13, 759, 151, 848]
steamer-name: THE Favorite Steamer, ENTERPRISE No. 2.	[27, 227, 137, 253]
news-item: THE Annual Meeting of the Kuranui Hill Gold Mining Company comes off at the Company's office, Auckland, on Monday next.	[320, 1305, 470, 1334]
shipping-entry: April 5th.—Enterprise, 25, Miller, from Auckland, with passengers and cargo, including the following bonded goods:—Ex warehouse: 9 cases brandy, Ehrenfried Bros.—Transhipped ex Wairarapa from Sydney: 27 gunnies sugar, M. Browne and Co.	[166, 59, 312, 111]
subheading: INWARDS.	[223, 47, 255, 55]
steamer-name: P.S. TE AROHA, CAPT. H. DALTON.	[29, 543, 135, 552]
table-cell: 5 42	[136, 1181, 158, 1191]
article-text: A San Francisco lawyer fell in love with Adelaide Neilson, and was taken behind the scenes for an introduction after Miss Neilson, as "Juliet," should come down the balcony scene. With her eyes moist with affection's tears, her voice trembling, and her bosom heaving with young love's emotion, she was bidding farewell to "Romeo." The lawyer loved her madly as she rose from her kneeling position; was more than ever enamored as she leaned against the window casing; and it chanced that as she stepped inside, grabbed her train in one hand, and her handkerchief in the other, and blew her nose with great violence. When the words had subsided she opened her beautiful lips to remark, "Oh, blast this beastly climate. I wish I were in Indo!" This was too great a shock to his feelings. He stepped back and out.—Reminiscences of the Stage.	[950, 1051, 1108, 1215]
council-text: The minutes of the previous meeting were read and confirmed.	[634, 862, 782, 881]
postmaster-signature: C. K. COBEY, CHIEF POSTMASTER	[207, 368, 312, 376]
sport-text: SIRES' PRODUCE STAKES, 60 sovs, for two-year-olds—Cutting's Sweet William (Derritt), 1; W. Lyon's D'Orli (Rudings), 2; W. Stevenson's Spoilbirth (Dunn), 3. Nenova's Norman also ran. Time, 1min. 27secs.	[634, 693, 782, 739]
maxim: THREE THINGS TO DO— LIVE, THINK, AND DRINK 3S. TEA!	[166, 767, 312, 784]
wire-credit: [PER PRESS ASSOCIATION.]	[508, 1066, 596, 1075]
column-rule	[315, 28, 316, 1445]
stock-heading: THAMES STOCK EXCHANGE.	[37, 1023, 127, 1047]
ad-line: THE NEW ZEALAND	[166, 453, 229, 461]
